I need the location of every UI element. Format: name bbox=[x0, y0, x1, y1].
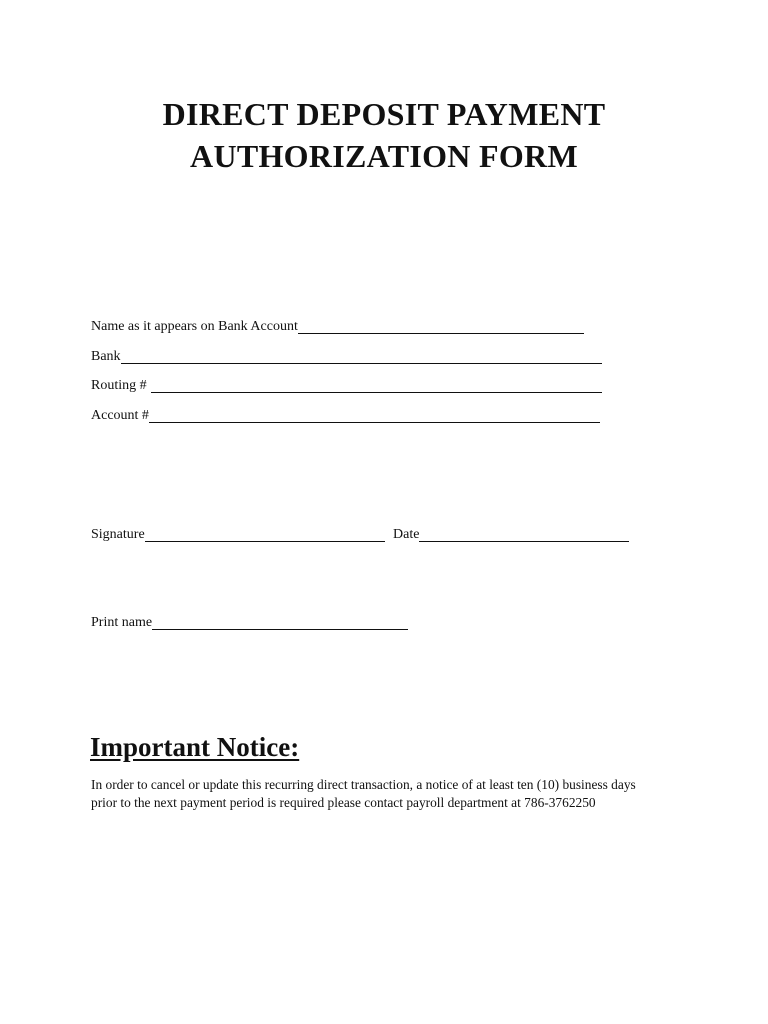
name-on-account-label: Name as it appears on Bank Account bbox=[91, 319, 298, 334]
signature-field bbox=[91, 526, 385, 544]
print-name-field bbox=[91, 614, 408, 632]
date-field bbox=[393, 526, 629, 544]
bank-field bbox=[91, 348, 602, 366]
form-title-line1: DIRECT DEPOSIT PAYMENT bbox=[162, 96, 606, 132]
form-title-line2: AUTHORIZATION FORM bbox=[190, 138, 578, 174]
name-on-account-field bbox=[91, 318, 584, 336]
notice-text-line1: In order to cancel or update this recurring direct transaction, a notice of at least ten (10) business days bbox=[91, 777, 636, 792]
routing-number-blank[interactable] bbox=[151, 377, 602, 393]
name-on-account-blank[interactable] bbox=[298, 318, 584, 334]
account-number-field bbox=[91, 407, 600, 425]
routing-number-field bbox=[91, 377, 602, 395]
bank-blank[interactable] bbox=[121, 348, 602, 364]
signature-blank[interactable] bbox=[145, 526, 385, 542]
print-name-blank[interactable] bbox=[152, 614, 408, 630]
bank-label: Bank bbox=[91, 349, 121, 364]
print-name-label: Print name bbox=[91, 615, 153, 630]
date-blank[interactable] bbox=[419, 526, 629, 542]
date-label: Date bbox=[393, 527, 420, 542]
routing-number-label: Routing # bbox=[91, 378, 147, 393]
important-notice-text bbox=[91, 776, 691, 812]
account-number-label: Account # bbox=[91, 408, 149, 423]
account-number-blank[interactable] bbox=[149, 407, 600, 423]
signature-label: Signature bbox=[91, 527, 145, 542]
notice-text-line2: prior to the next payment period is required please contact payroll department at 786-3762250 bbox=[91, 795, 596, 810]
important-notice-heading: Important Notice: bbox=[90, 732, 300, 762]
